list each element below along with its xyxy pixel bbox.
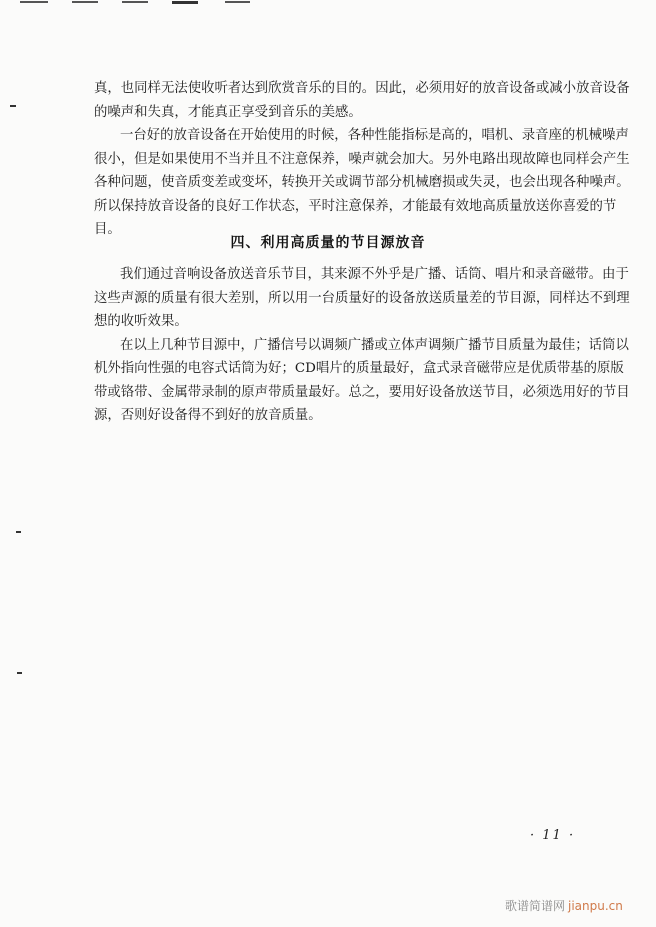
scan-top-marks xyxy=(0,0,260,6)
text-line: 源，否则好设备得不到好的放音质量。 xyxy=(94,408,322,423)
section-four-body xyxy=(94,263,630,428)
text-line: 目。 xyxy=(94,222,121,237)
section-heading: 四、利用高质量的节目源放音 xyxy=(230,235,426,251)
text-line: 所以保持放音设备的良好工作状态，平时注意保养，才能最有效地高质量放送你喜爱的节 xyxy=(94,198,617,214)
paragraph xyxy=(94,334,630,428)
paragraph xyxy=(94,77,630,124)
margin-mark xyxy=(17,672,22,674)
text-line: 带或铬带、金属带录制的原声带质量最好。总之，要用好设备放送节目，必须选用好的节目 xyxy=(94,384,630,400)
scan-mark xyxy=(225,1,250,3)
scan-mark xyxy=(72,1,98,3)
text-line: 想的收听效果。 xyxy=(94,314,188,329)
margin-mark xyxy=(10,105,16,107)
page-number: · 11 · xyxy=(530,828,576,843)
watermark xyxy=(505,897,623,914)
scan-mark xyxy=(172,1,198,4)
text-line: 机外指向性强的电容式话筒为好；CD唱片的质量最好，盒式录音磁带应是优质带基的原版 xyxy=(94,361,624,376)
scan-mark xyxy=(20,1,48,3)
previous-section-body xyxy=(94,77,630,242)
text-line: 这些声源的质量有很大差别，所以用一台质量好的设备放送质量差的节目源，同样达不到理 xyxy=(94,290,630,306)
text-line: 真，也同样无法使收听者达到欣赏音乐的目的。因此，必须用好的放音设备或减小放音设备 xyxy=(94,81,630,96)
text-line: 的噪声和失真，才能真正享受到音乐的美感。 xyxy=(94,104,362,120)
margin-mark xyxy=(16,531,21,533)
watermark-url: jianpu.cn xyxy=(568,899,623,913)
paragraph xyxy=(94,124,630,242)
text-line: 我们通过音响设备放送音乐节目，其来源不外乎是广播、话筒、唱片和录音磁带。由于 xyxy=(120,267,629,282)
text-line: 很小，但是如果使用不当并且不注意保养，噪声就会加大。另外电路出现故障也同样会产生 xyxy=(94,151,630,167)
text-line: 在以上几种节目源中，广播信号以调频广播或立体声调频广播节目质量为最佳；话筒以 xyxy=(120,337,629,353)
text-line: 各种问题，使音质变差或变坏，转换开关或调节部分机械磨损或失灵，也会出现各种噪声。 xyxy=(94,175,630,190)
scan-mark xyxy=(122,1,148,3)
paragraph xyxy=(94,263,630,334)
watermark-site-name: 歌谱简谱网 xyxy=(505,899,566,913)
text-line: 一台好的放音设备在开始使用的时候，各种性能指标是高的，唱机、录音座的机械噪声 xyxy=(120,128,629,143)
